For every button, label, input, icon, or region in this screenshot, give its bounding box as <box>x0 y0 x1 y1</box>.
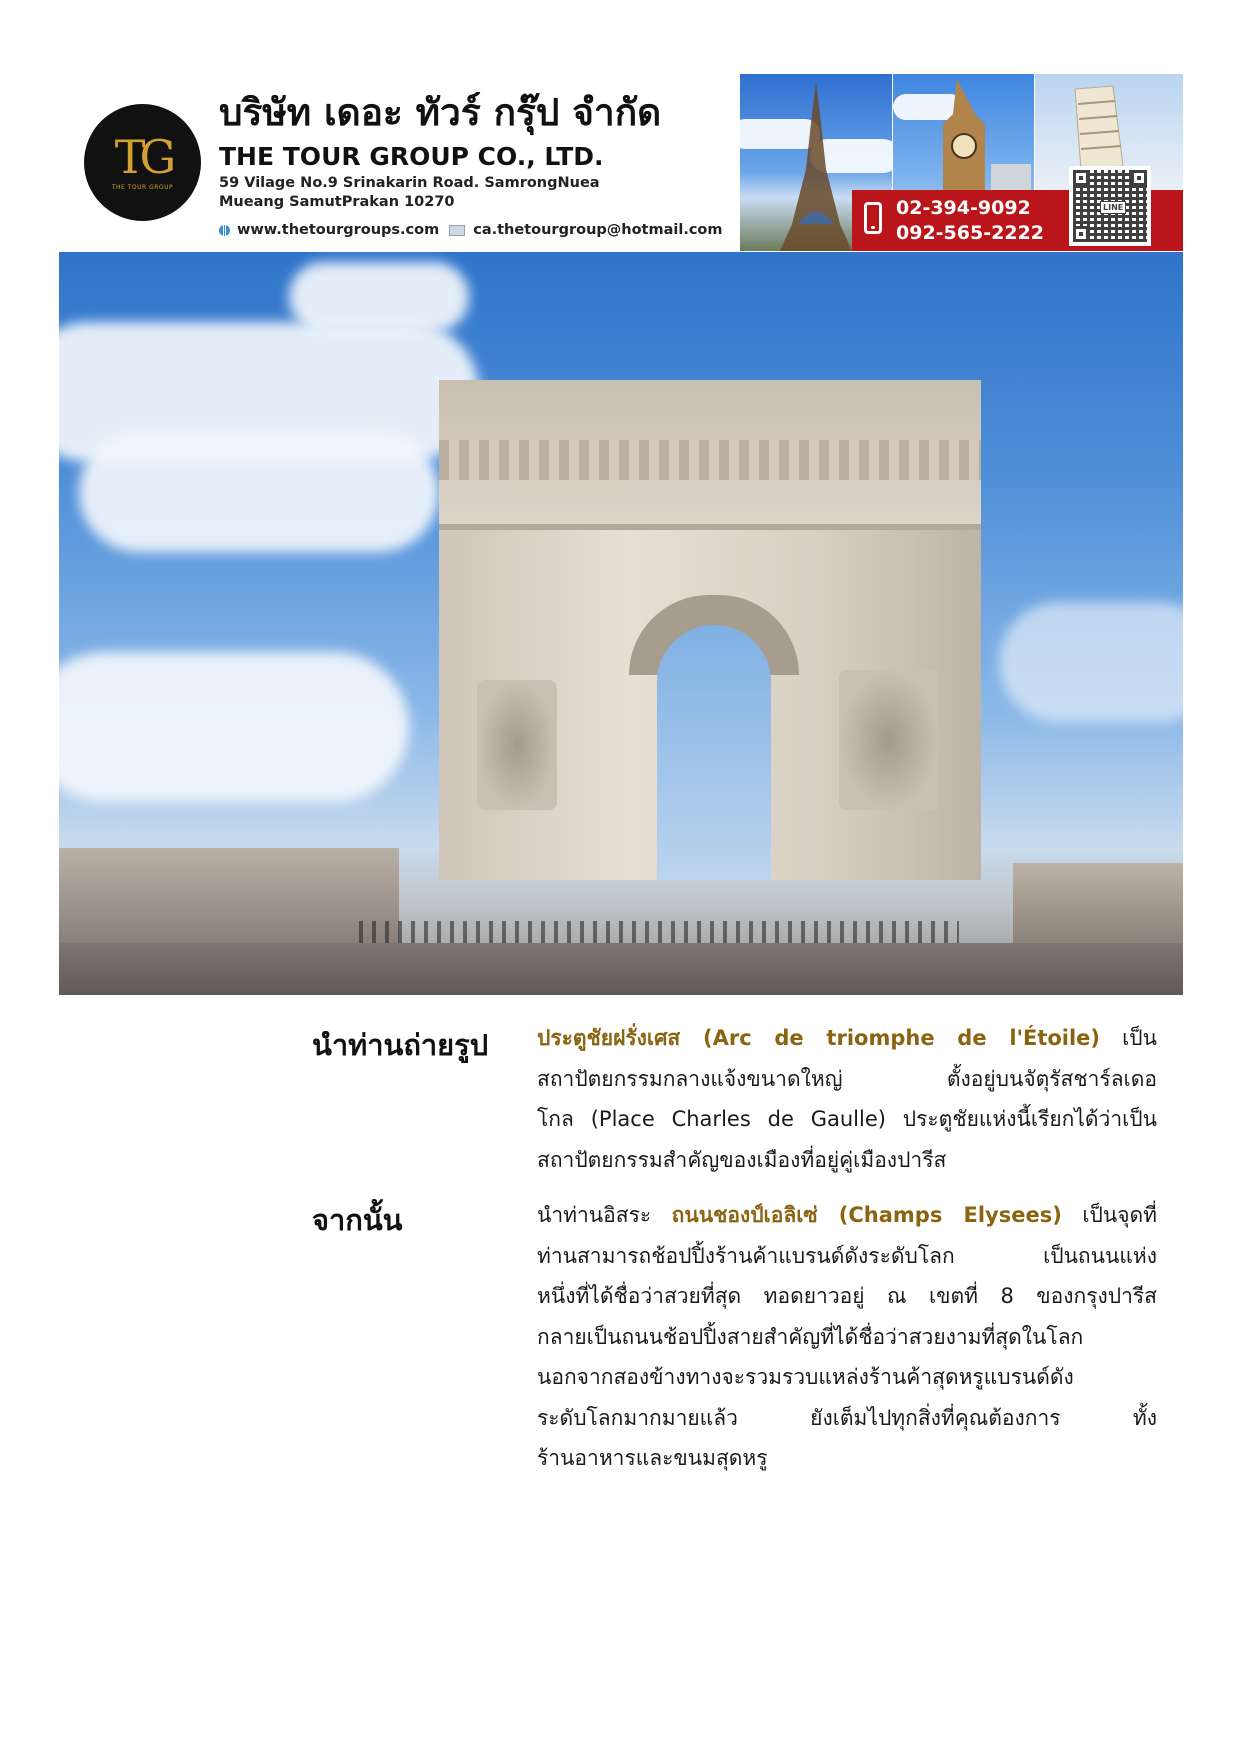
section-label: นำท่านถ่ายรูป <box>312 1028 489 1062</box>
logo-monogram: TG <box>114 130 171 184</box>
phone-numbers <box>896 196 1044 246</box>
address-line-1: 59 Vilage No.9 Srinakarin Road. SamrongNuea <box>219 175 600 191</box>
description-line: สถาปัตยกรรมสำคัญของเมืองที่อยู่คู่เมืองปารีส <box>537 1147 947 1172</box>
phone-number-2[interactable]: 092-565-2222 <box>896 222 1044 244</box>
company-name-english: THE TOUR GROUP CO., LTD. <box>219 142 604 171</box>
email-link[interactable]: ca.thetourgroup@hotmail.com <box>473 222 723 238</box>
description-line: นำท่านอิสระ ถนนชองป์เอลิเซ่ (Champs Elysees) เป็นจุดที่ <box>537 1203 1157 1227</box>
highlight-place: ถนนชองป์เอลิเซ่ (Champs Elysees) <box>671 1203 1062 1227</box>
description-line: ท่านสามารถช้อปปิ้งร้านค้าแบรนด์ดังระดับโลก เป็นถนนแห่ง <box>537 1243 1157 1268</box>
company-info <box>219 88 739 238</box>
mail-icon <box>449 225 465 236</box>
buildings-right <box>1013 863 1183 943</box>
address-line-2: Mueang SamutPrakan 10270 <box>219 194 455 210</box>
description-line: ประตูชัยฝรั่งเศส (Arc de triomphe de l'Étoile) เป็น <box>537 1026 1157 1050</box>
page-header <box>59 74 1183 251</box>
highlight-place: ประตูชัยฝรั่งเศส (Arc de triomphe de l'Étoile) <box>537 1026 1101 1050</box>
arc-de-triomphe-photo <box>59 252 1183 995</box>
description-line: หนึ่งที่ได้ชื่อว่าสวยที่สุด ทอดยาวอยู่ ณ เขตที่ 8 ของกรุงปารีส <box>537 1284 1157 1308</box>
contact-row <box>219 222 739 238</box>
section-label: จากนั้น <box>312 1203 403 1237</box>
section-description <box>537 1195 1157 1479</box>
website-link[interactable]: www.thetourgroups.com <box>237 222 440 238</box>
phone-number-1[interactable]: 02-394-9092 <box>896 197 1031 219</box>
description-line: สถาปัตยกรรมกลางแจ้งขนาดใหญ่ ตั้งอยู่บนจัตุรัสชาร์ลเดอ <box>537 1066 1157 1091</box>
plaza-ground <box>59 943 1183 995</box>
qr-pattern <box>1073 170 1147 242</box>
globe-icon <box>219 225 230 236</box>
arch-monument <box>439 380 981 880</box>
company-logo <box>84 104 201 221</box>
description-line: กลายเป็นถนนช้อปปิ้งสายสำคัญที่ได้ชื่อว่าสวยงามที่สุดในโลก <box>537 1324 1084 1349</box>
line-qr-code[interactable] <box>1069 166 1151 246</box>
landmark-banner <box>740 74 1183 251</box>
qr-line-label: LINE <box>1100 201 1126 214</box>
description-line: ร้านอาหารและขนมสุดหรู <box>537 1446 768 1470</box>
section-description <box>537 1018 1157 1180</box>
company-name-thai: บริษัท เดอะ ทัวร์ กรุ๊ป จำกัด <box>219 91 662 134</box>
description-line: นอกจากสองข้างทางจะรวมรวบแหล่งร้านค้าสุดหรูแบรนด์ดัง <box>537 1365 1074 1389</box>
description-line: โกล (Place Charles de Gaulle) ประตูชัยแห่งนี้เรียกได้ว่าเป็น <box>537 1107 1157 1131</box>
buildings-left <box>59 848 399 943</box>
phone-icon <box>864 202 882 234</box>
logo-caption: THE TOUR GROUP <box>111 184 174 191</box>
description-line: ระดับโลกมากมายแล้ว ยังเต็มไปทุกสิ่งที่คุณต้องการ ทั้ง <box>537 1405 1157 1430</box>
